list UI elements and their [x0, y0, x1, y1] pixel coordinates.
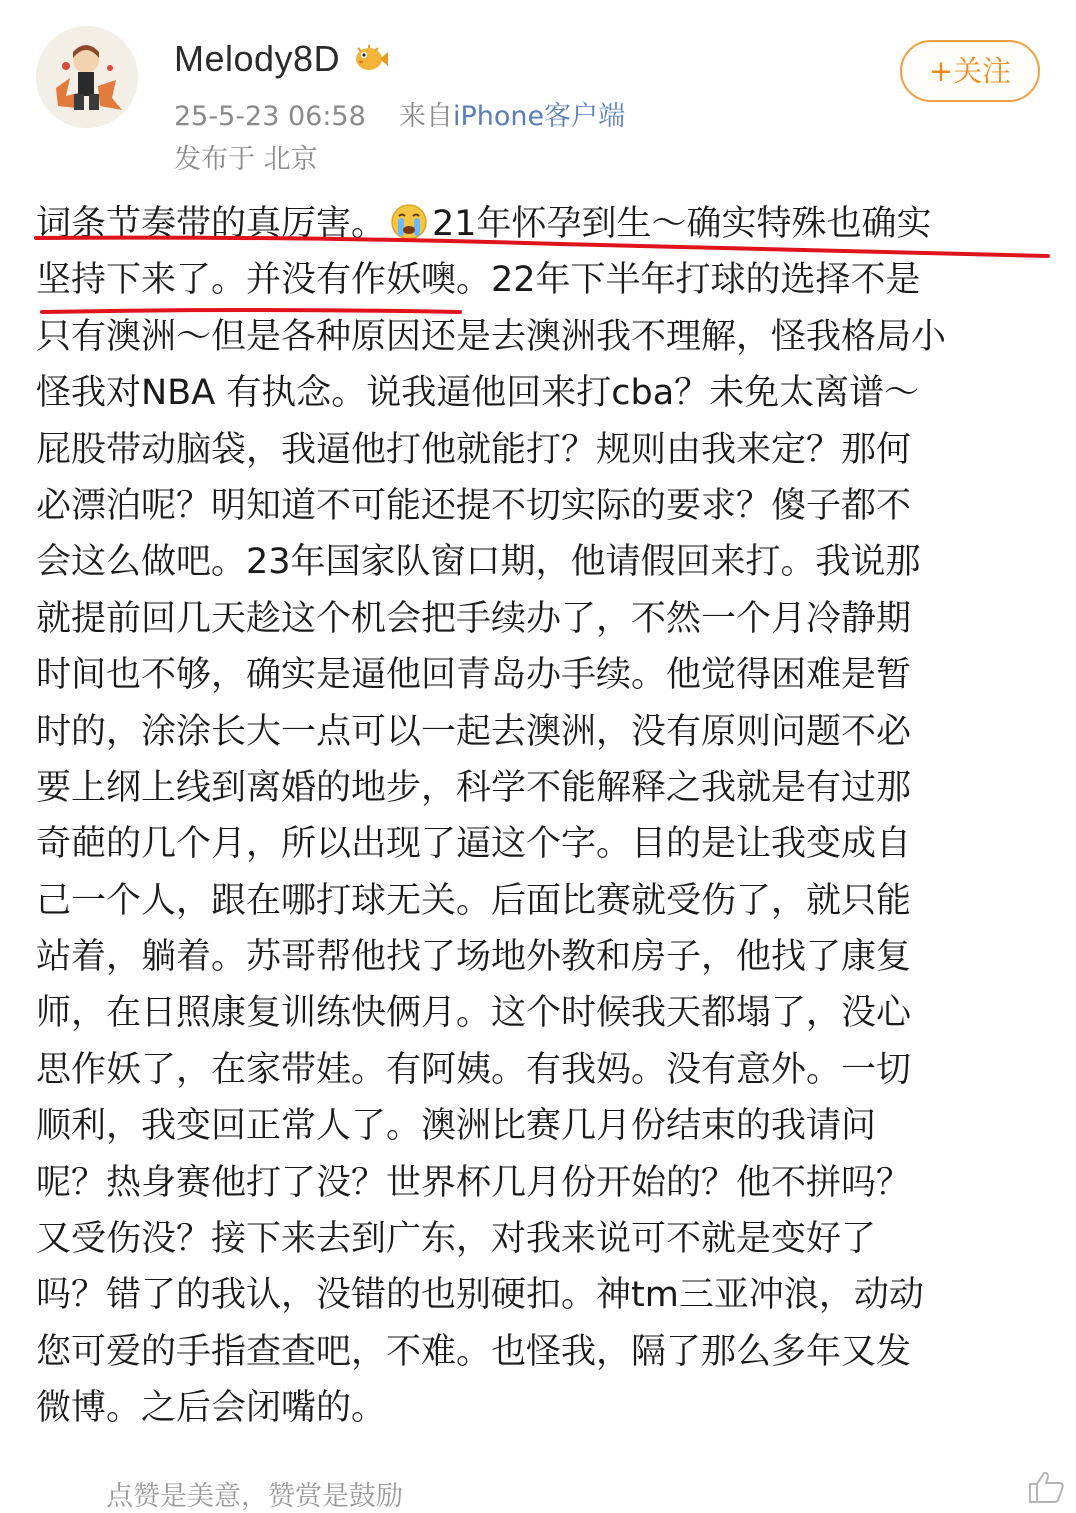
post-line: 呢？热身赛他打了没？世界杯几月份开始的？他不拼吗？: [36, 1162, 912, 1203]
post-location: 发布于 北京: [174, 144, 318, 175]
post-line: 思作妖了，在家带娃。有阿姨。有我妈。没有意外。一切: [36, 1049, 912, 1090]
like-icon[interactable]: [1026, 1470, 1066, 1504]
post-line: 吗？错了的我认，没错的也别硬扣。神tm三亚冲浪，动动: [36, 1275, 924, 1316]
post-line: 己一个人，跟在哪打球无关。后面比赛就受伤了，就只能: [36, 880, 912, 921]
source-prefix: 来自: [398, 101, 453, 132]
post-line: 会这么做吧。23年国家队窗口期，他请假回来打。我说那: [36, 542, 921, 583]
post-line: 又受伤没？接下来去到广东，对我来说可不就是变好了: [36, 1219, 877, 1260]
post-meta: [174, 94, 625, 133]
avatar[interactable]: [36, 26, 138, 128]
post-line: 站着，躺着。苏哥帮他找了场地外教和房子，他找了康复: [36, 937, 912, 978]
post-line: 屁股带动脑袋，我逼他打他就能打？规则由我来定？那何: [36, 429, 912, 470]
post-line: 时的，涂涂长大一点可以一起去澳洲，没有原则问题不必: [36, 711, 912, 752]
post-line: 要上纲上线到离婚的地步，科学不能解释之我就是有过那: [36, 767, 912, 808]
follow-button[interactable]: +关注: [900, 40, 1040, 102]
post-line: 您可爱的手指查查吧，不难。也怪我，隔了那么多年又发: [36, 1331, 912, 1372]
post-line: 必漂泊呢？明知道不可能还提不切实际的要求？傻子都不: [36, 485, 912, 526]
source-client-link[interactable]: iPhone客户端: [452, 101, 626, 132]
post-body: [36, 196, 1046, 1437]
post-line: 坚持下来了。并没有作妖噢。22年下半年打球的选择不是: [36, 260, 921, 301]
timestamp: 25-5-23 06:58: [174, 101, 366, 132]
post-line: 怪我对NBA 有执念。说我逼他回来打cba？未免太离谱～: [36, 373, 920, 414]
post-line-text: 词条节奏带的真厉害。: [36, 204, 387, 244]
reward-hint-text: 点赞是美意，赞赏是鼓励: [106, 1481, 403, 1512]
crying-face-emoji: [390, 202, 428, 240]
post-line: [36, 196, 1046, 252]
avatar-image: [36, 26, 138, 128]
post-header: [0, 0, 1076, 190]
post-line: 就提前回几天趁这个机会把手续办了，不然一个月冷静期: [36, 598, 912, 639]
post-line: 时间也不够，确实是逼他回青岛办手续。他觉得困难是暂: [36, 655, 912, 696]
post-line-text: 21年怀孕到生～确实特殊也确实: [432, 204, 932, 244]
post-line: 只有澳洲～但是各种原因还是去澳洲我不理解，怪我格局小: [36, 316, 947, 357]
username[interactable]: Melody8D: [174, 38, 341, 79]
post-line: 奇葩的几个月，所以出现了逼这个字。目的是让我变成自: [36, 824, 912, 865]
pufferfish-badge-icon: [352, 42, 388, 74]
post-line: 微博。之后会闭嘴的。: [36, 1388, 387, 1429]
post-line: 师，在日照康复训练快俩月。这个时候我天都塌了，没心: [36, 993, 912, 1034]
post-line: 顺利，我变回正常人了。澳洲比赛几月份结束的我请问: [36, 1106, 877, 1147]
